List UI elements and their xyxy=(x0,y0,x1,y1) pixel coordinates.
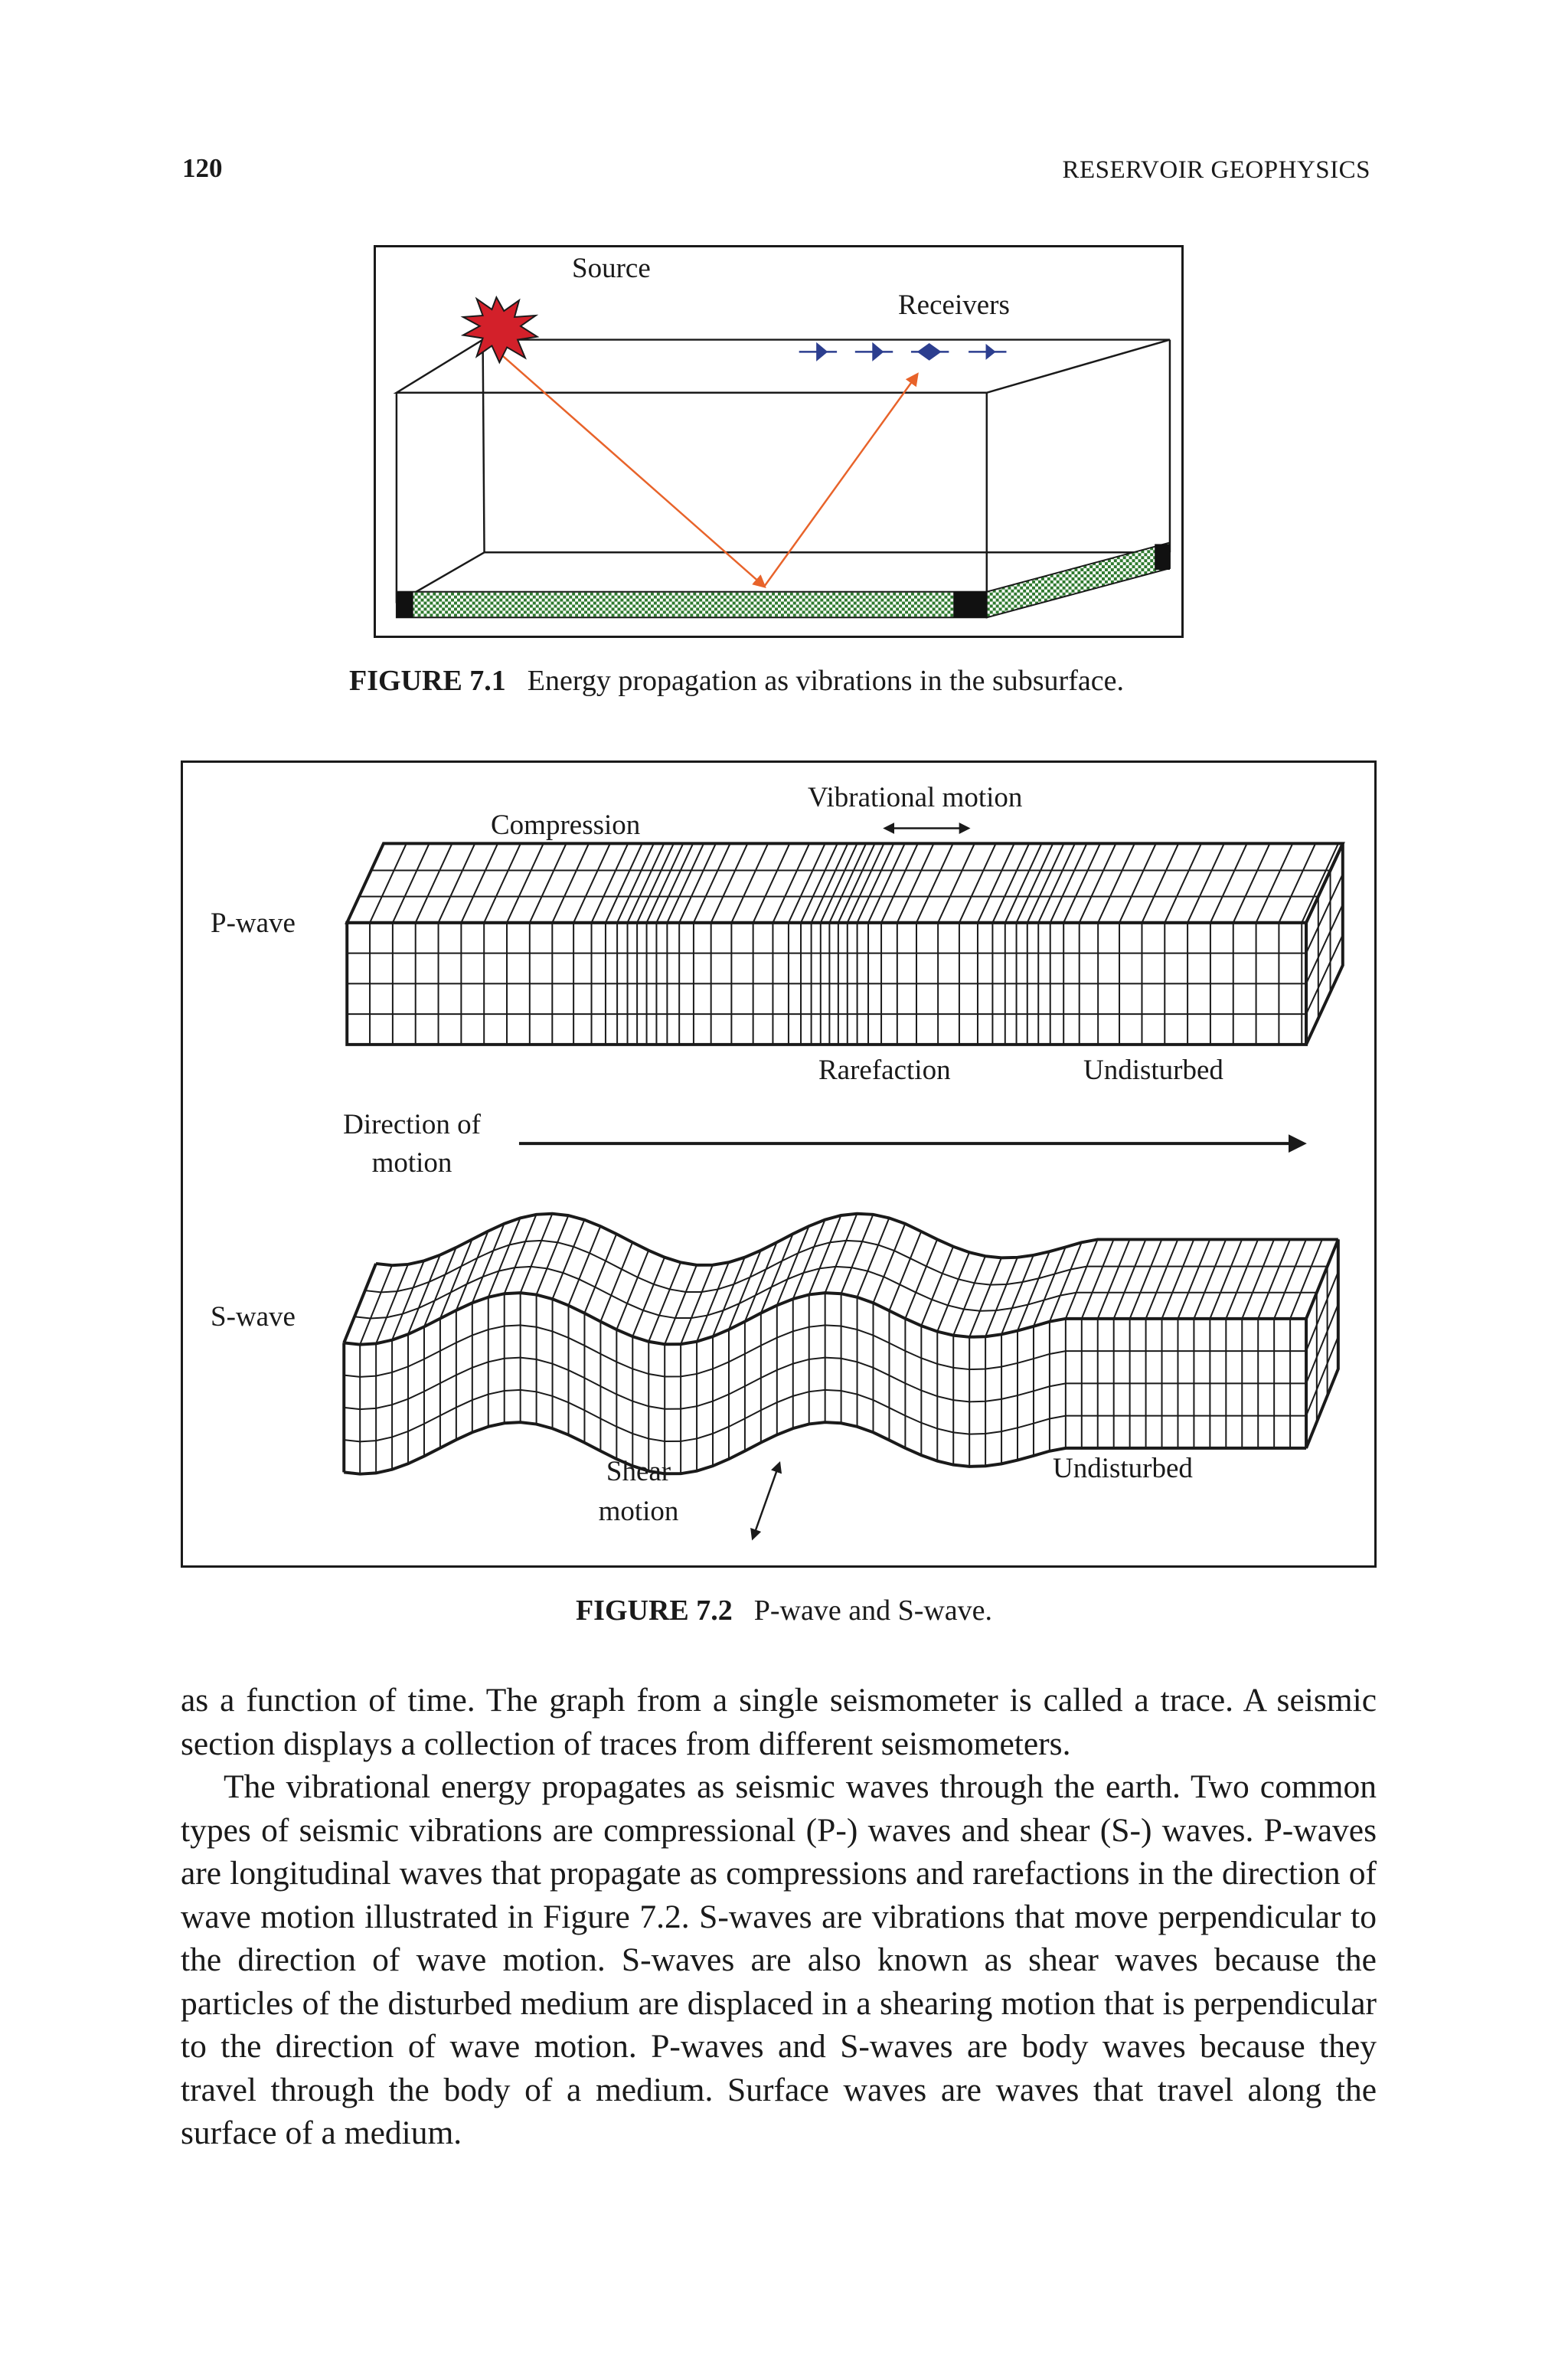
p-wave-label: P-wave xyxy=(211,908,296,939)
source-burst-icon xyxy=(463,297,537,362)
subsurface-block-diagram xyxy=(376,247,1181,636)
vibrational-motion-label: Vibrational motion xyxy=(808,782,1023,813)
figure-7-1-caption xyxy=(349,664,1124,698)
caption-text: Energy propagation as vibrations in the subsurface. xyxy=(527,665,1124,697)
incident-ray xyxy=(496,350,764,586)
shear-motion-label xyxy=(573,1452,704,1532)
reflecting-layer xyxy=(397,542,1170,617)
reflected-ray xyxy=(764,374,917,587)
compression-label: Compression xyxy=(491,810,641,841)
paragraph: as a function of time. The graph from a single seismometer is called a trace. A seismic section displays a collection of traces from different seismometers. xyxy=(181,1682,1377,1762)
receiver-icon xyxy=(911,345,949,360)
figure-7-1 xyxy=(374,245,1184,638)
receiver-icon xyxy=(855,345,893,360)
direction-label-line-1: Direction of xyxy=(343,1109,481,1140)
paragraph: The vibrational energy propagates as seismic waves through the earth. Two common types of seismic vibrations are compressional (P-) waves and shear (S-) waves. P-waves are longitudinal waves that propagate as compressions and rarefactions in the direction of wave motion illustrated in Figure 7.2. S-waves are vibrations that move perpendicular to the direction of wave motion. S-waves are also known as shear waves because the particles of the disturbed medium are displaced in a shearing motion that is perpendicular to the direction of wave motion. P-waves and S-waves are body waves because they travel through the body of a medium. Surface waves are waves that travel along the surface of a medium. xyxy=(181,1768,1377,2151)
figure-7-2 xyxy=(181,760,1377,1568)
shear-motion-arrow xyxy=(755,1464,779,1532)
receiver-icon xyxy=(799,345,837,360)
shear-label-line-2: motion xyxy=(598,1496,679,1527)
direction-of-motion-label xyxy=(332,1106,492,1182)
p-wave-block xyxy=(347,843,1343,1044)
body-text xyxy=(181,1679,1377,2155)
caption-number: FIGURE 7.2 xyxy=(575,1594,733,1627)
s-wave-block xyxy=(344,1214,1338,1474)
rarefaction-label: Rarefaction xyxy=(818,1055,951,1086)
running-title: RESERVOIR GEOPHYSICS xyxy=(1062,156,1370,184)
s-wave-label: S-wave xyxy=(211,1301,296,1333)
page-number: 120 xyxy=(182,153,223,183)
caption-number: FIGURE 7.1 xyxy=(349,665,506,697)
figure-7-2-caption xyxy=(0,1594,1568,1627)
undisturbed-p-label: Undisturbed xyxy=(1083,1055,1223,1086)
caption-text: P-wave and S-wave. xyxy=(753,1594,993,1627)
receiver-array xyxy=(799,345,1007,360)
shear-label-line-1: Shear xyxy=(606,1456,671,1487)
block-outline xyxy=(397,340,1170,603)
undisturbed-s-label: Undisturbed xyxy=(1053,1453,1193,1484)
source-label: Source xyxy=(572,253,651,284)
receiver-icon xyxy=(969,345,1006,358)
direction-label-line-2: motion xyxy=(371,1147,452,1179)
receivers-label: Receivers xyxy=(898,289,1010,321)
